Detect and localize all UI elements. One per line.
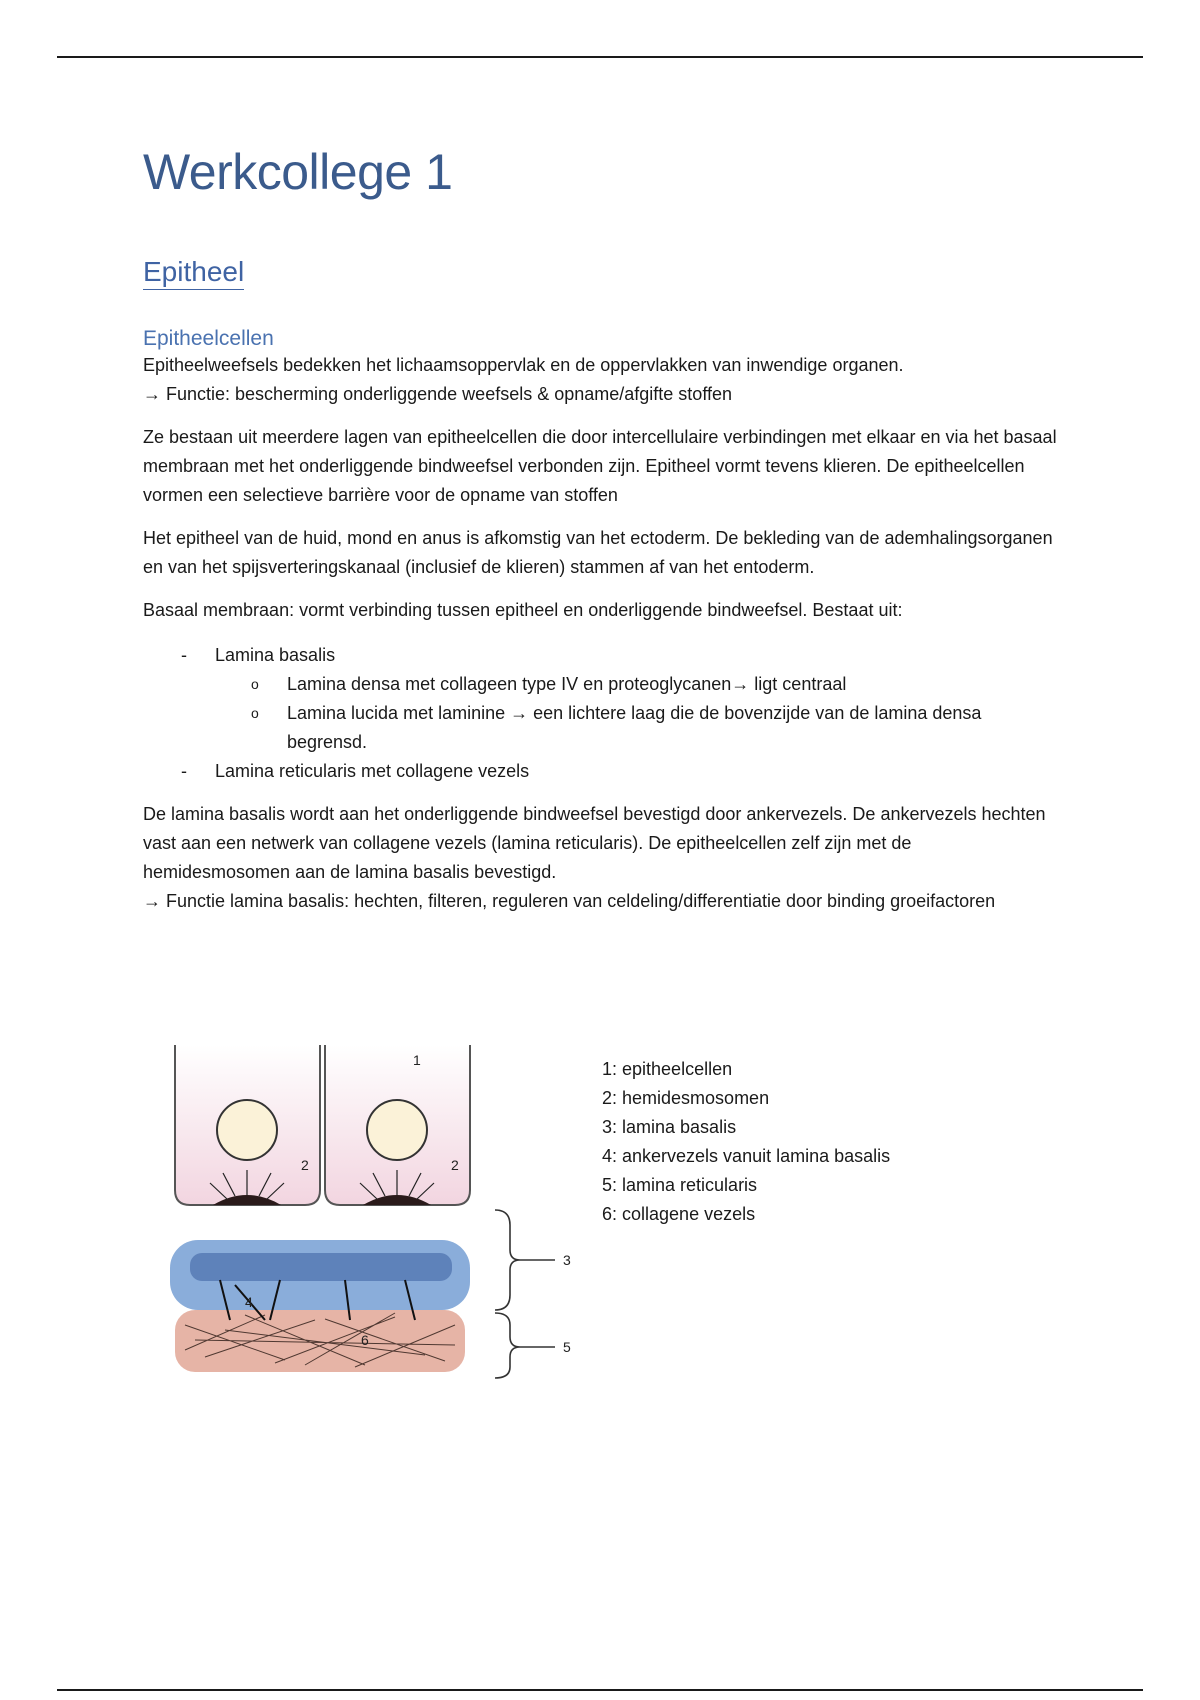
- paragraph-origin: Het epitheel van de huid, mond en anus is afkomstig van het ectoderm. De bekleding van de ademhalingsorganen en van het spijsverteringskanaal (inclusief de klieren) stammen af van het entoderm.: [143, 528, 1053, 578]
- paragraph-function: → Functie: bescherming onderliggende weefsels & opname/afgifte stoffen: [143, 384, 733, 405]
- figure-label-collagen-fibers: 6: [361, 1332, 369, 1348]
- basal-membrane-list: [143, 641, 1063, 786]
- legend-item: 5: lamina reticularis: [602, 1175, 758, 1195]
- dash-bullet: -: [181, 645, 187, 666]
- list-item-text: Lamina basalis: [215, 645, 336, 666]
- subsection-heading: Epitheelcellen: [143, 327, 274, 351]
- sub-list: [215, 670, 1063, 757]
- nucleus-right: [367, 1100, 427, 1160]
- figure-label-epithelial-cells: 1: [413, 1052, 421, 1068]
- sub-list-item-text: Lamina lucida met laminine → een lichtere laag die de bovenzijde van de lamina densa begrensd.: [287, 703, 982, 753]
- list-item-text: Lamina reticularis met collagene vezels: [215, 761, 530, 782]
- page-title: Werkcollege 1: [143, 144, 453, 200]
- circle-bullet: o: [251, 676, 259, 693]
- document-body: [143, 145, 1063, 916]
- legend-item: 1: epitheelcellen: [602, 1059, 733, 1079]
- lamina-densa: [190, 1253, 452, 1281]
- legend-item: 6: collagene vezels: [602, 1204, 756, 1224]
- paragraph-anchoring: De lamina basalis wordt aan het onderliggende bindweefsel bevestigd door ankervezels. De ankervezels hechten vast aan een netwerk van collagene vezels (lamina reticularis). De epitheelcellen zelf zijn met de hemidesmosomen aan de lamina basalis bevestigd.: [143, 804, 1046, 883]
- figure-label-hemidesmosome-left: 2: [301, 1157, 309, 1173]
- legend-item: 4: ankervezels vanuit lamina basalis: [602, 1146, 891, 1166]
- footer-rule: [57, 1689, 1143, 1691]
- sub-list-item: [215, 699, 1063, 757]
- paragraph-intro: Epitheelweefsels bedekken het lichaamsoppervlak en de oppervlakken van inwendige organen.: [143, 355, 904, 376]
- figure-label-anchoring-fibrils: 4: [245, 1294, 253, 1310]
- lamina-reticularis: [175, 1310, 465, 1372]
- paragraph-basal-membrane: Basaal membraan: vormt verbinding tussen epitheel en onderliggende bindweefsel. Bestaat uit:: [143, 600, 903, 621]
- sub-list-item: [215, 670, 1063, 699]
- bracket-lamina-reticularis: [495, 1313, 520, 1378]
- legend-item: 3: lamina basalis: [602, 1117, 737, 1137]
- paragraph-layers: Ze bestaan uit meerdere lagen van epitheelcellen die door intercellulaire verbindingen met elkaar en via het basaal membraan met het onderliggende bindweefsel verbonden zijn. Epitheel vormt tevens klieren. De epitheelcellen vormen een selectieve barrière voor de opname van stoffen: [143, 427, 1057, 506]
- figure-label-hemidesmosome-right: 2: [451, 1157, 459, 1173]
- figure-label-lamina-reticularis: 5: [563, 1339, 571, 1355]
- nucleus-left: [217, 1100, 277, 1160]
- figure-legend: [602, 1055, 890, 1229]
- dash-bullet: -: [181, 761, 187, 782]
- list-item: [143, 757, 1063, 786]
- basal-membrane-figure: [165, 1045, 585, 1385]
- sub-list-item-text: Lamina densa met collageen type IV en proteoglycanen→ ligt centraal: [287, 674, 847, 695]
- circle-bullet: o: [251, 705, 259, 722]
- bracket-lamina-basalis: [495, 1210, 520, 1310]
- paragraph-lamina-function: → Functie lamina basalis: hechten, filteren, reguleren van celdeling/differentiatie door binding groeifactoren: [143, 891, 996, 912]
- figure-label-lamina-basalis: 3: [563, 1252, 571, 1268]
- legend-item: 2: hemidesmosomen: [602, 1088, 770, 1108]
- section-heading: Epitheel: [143, 256, 244, 290]
- header-rule: [57, 56, 1143, 58]
- list-item: [143, 641, 1063, 757]
- epithelium-diagram: [165, 1045, 585, 1385]
